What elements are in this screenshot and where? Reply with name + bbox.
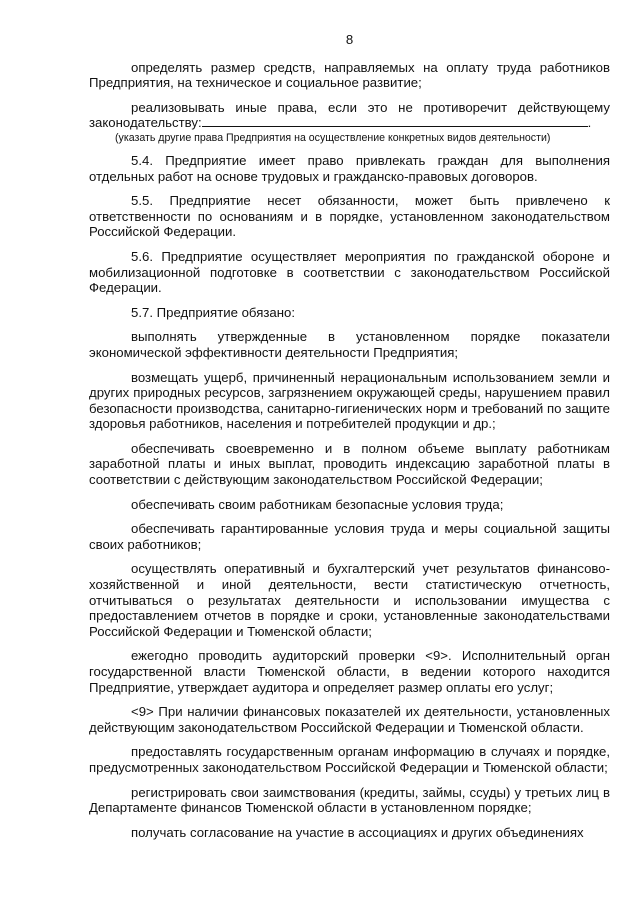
paragraph-footnote-9: <9> При наличии финансовых показателей их деятельности, установленных действующим законодательством Российской Федерации и Тюменской области. xyxy=(89,704,610,735)
paragraph-5-4: 5.4. Предприятие имеет право привлекать граждан для выполнения отдельных работ на основе трудовых и гражданско-правовых договоров. xyxy=(89,152,610,184)
paragraph-information: предоставлять государственным органам информацию в случаях и порядке, предусмотренных законодательством Российской Федерации и Тюменской области; xyxy=(89,744,610,775)
paragraph-5-6: 5.6. Предприятие осуществляет мероприятия по гражданской обороне и мобилизационной подготовке в соответствии с законодательством Российской Федерации. xyxy=(89,248,610,296)
paragraph-borrowings: регистрировать свои заимствования (кредиты, займы, ссуды) у третьих лиц в Департаменте финансов Тюменской области в установленном порядке; xyxy=(89,784,610,816)
paragraph-accounting: осуществлять оперативный и бухгалтерский учет результатов финансово-хозяйственной и иной деятельности, вести статистическую отчетность, отчитываться о результатах деятельности и использовании имущества с предоставлением отчетов в порядке и сроки, установленные законодательствами Российской Федерации и Тюменской области; xyxy=(89,561,610,639)
paragraph-wage-funds: определять размер средств, направляемых на оплату труда работников Предприятия, на техническое и социальное развитие; xyxy=(89,59,610,91)
paragraph-5-5: 5.5. Предприятие несет обязанности, может быть привлечено к ответственности по основаниям и в порядке, установленном законодательством Российской Федерации. xyxy=(89,193,610,240)
paragraph-social-protection: обеспечивать гарантированные условия труда и меры социальной защиты своих работников; xyxy=(89,521,610,552)
paragraph-wages: обеспечивать своевременно и в полном объеме выплату работникам заработной платы и иных выплат, проводить индексацию заработной платы в соответствии с действующим законодательством Российской Федерации; xyxy=(89,440,610,488)
other-rights-trailing: . xyxy=(587,115,592,131)
paragraph-safety: обеспечивать своим работникам безопасные условия труда; xyxy=(131,496,504,512)
paragraph-5-7: 5.7. Предприятие обязано: xyxy=(131,304,295,320)
page-number: 8 xyxy=(345,32,354,47)
other-rights-note: (указать другие права Предприятия на осуществление конкретных видов деятельности) xyxy=(115,131,551,144)
paragraph-damage: возмещать ущерб, причиненный нерациональным использованием земли и других природных ресурсов, загрязнением окружающей среды, нарушением правил безопасности производства, санитарно-гигиенических норм и требований по защите здоровья работников, населения и потребителей продукции и др.; xyxy=(89,369,610,432)
other-rights-text: реализовывать иные права, если это не противоречит действующему законодательству: xyxy=(89,99,610,131)
paragraph-efficiency: выполнять утвержденные в установленном порядке показатели экономической эффективности деятельности Предприятия; xyxy=(89,329,610,360)
paragraph-audit: ежегодно проводить аудиторский проверки <9>. Исполнительный орган государственной власти Тюменской области, в ведении которого находится Предприятие, утверждает аудитора и определяет размер оплаты его услуг; xyxy=(89,648,610,695)
other-rights-blank-line xyxy=(202,115,588,127)
paragraph-associations: получать согласование на участие в ассоциациях и других объединениях xyxy=(131,824,584,840)
paragraph-other-rights xyxy=(89,100,610,131)
